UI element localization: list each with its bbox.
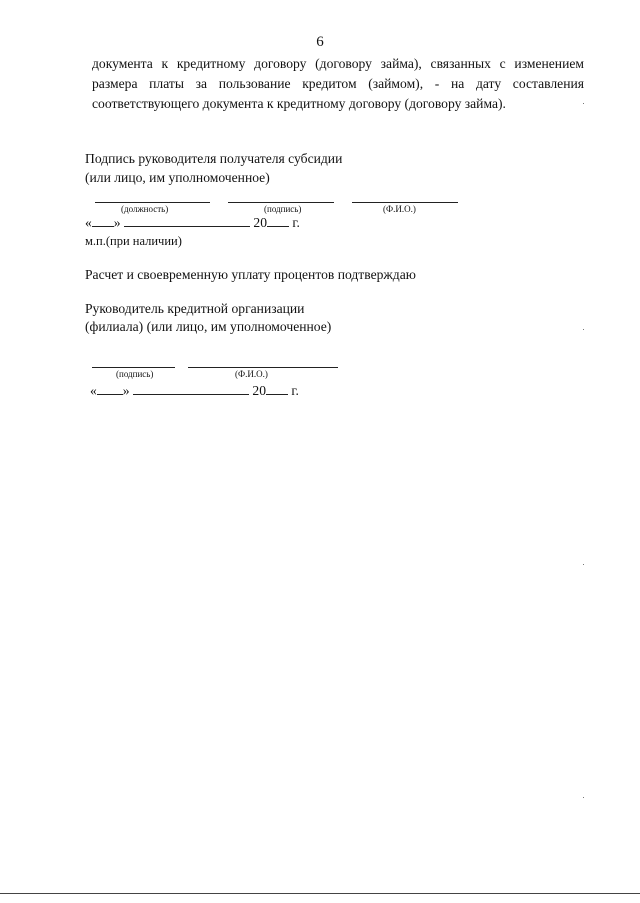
- stamp-note: м.п.(при наличии): [85, 234, 182, 248]
- paragraph-line: размера платы за пользование кредитом (займом), - на дату составления: [92, 76, 584, 91]
- paragraph-line: документа к кредитному договору (договору займа), связанных с изменением: [92, 56, 584, 71]
- bank-signature-title: Руководитель кредитной организации: [85, 301, 305, 316]
- bank-date: [90, 382, 299, 399]
- recipient-signature-title: Подпись руководителя получателя субсидии: [85, 151, 343, 166]
- confirmation-text: Расчет и своевременную уплату процентов подтверждаю: [85, 267, 416, 282]
- date-open-quote: «: [85, 215, 92, 230]
- position-caption: (должность): [121, 204, 169, 214]
- paragraph-line: соответствующего документа к кредитному договору (договору займа).: [92, 96, 506, 111]
- recipient-date: [85, 214, 300, 231]
- recipient-signature-subtitle: (или лицо, им уполномоченное): [85, 170, 270, 185]
- year-prefix: 20: [253, 215, 267, 230]
- signature-line: [228, 202, 334, 203]
- fio-line: [352, 202, 458, 203]
- scan-speck: [583, 797, 584, 798]
- month-blank: [124, 214, 250, 227]
- bank-signature-caption: (подпись): [116, 369, 154, 379]
- year-blank: [267, 214, 289, 227]
- bank-signature-line: [92, 367, 175, 368]
- fio-caption: (Ф.И.О.): [383, 204, 416, 214]
- bank-fio-caption: (Ф.И.О.): [235, 369, 268, 379]
- day-blank: [97, 382, 123, 395]
- scan-speck: [583, 564, 584, 565]
- month-blank: [133, 382, 249, 395]
- bank-fio-line: [188, 367, 338, 368]
- bank-signature-subtitle: (филиала) (или лицо, им уполномоченное): [85, 319, 332, 334]
- date-close-quote: »: [122, 383, 130, 398]
- body-paragraph: [92, 54, 584, 114]
- position-line: [95, 202, 210, 203]
- bottom-rule: [0, 893, 640, 894]
- date-close-quote: »: [113, 215, 121, 230]
- page-number: 6: [316, 34, 324, 50]
- scan-speck: [583, 329, 584, 330]
- signature-caption: (подпись): [264, 204, 302, 214]
- year-suffix: г.: [291, 383, 299, 398]
- date-open-quote: «: [90, 383, 97, 398]
- day-blank: [92, 214, 114, 227]
- year-suffix: г.: [292, 215, 300, 230]
- scan-speck: [583, 103, 584, 104]
- year-prefix: 20: [252, 383, 266, 398]
- year-blank: [266, 382, 288, 395]
